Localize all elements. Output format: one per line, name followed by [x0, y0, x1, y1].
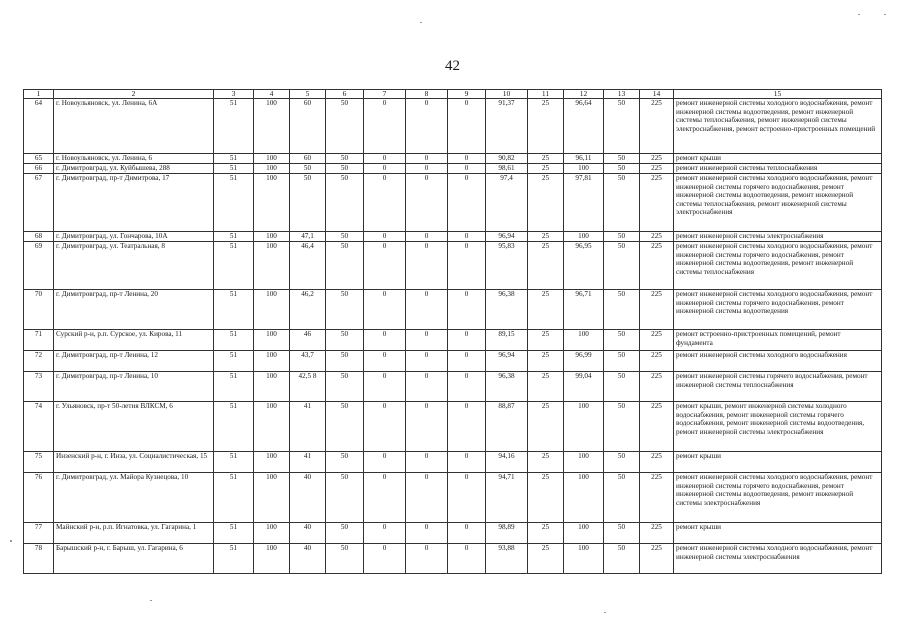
value-col-11: 25 — [528, 330, 564, 351]
works-cell: ремонт инженерной системы холодного водоснабжения, ремонт инженерной системы горячего водоснабжения, ремонт инженерной системы водоотведения, ремонт инженерной системы электроснабжения — [674, 473, 882, 523]
value-col-11: 25 — [528, 452, 564, 473]
value-col-3: 51 — [214, 154, 254, 164]
value-col-9: 0 — [448, 242, 486, 290]
value-col-9: 0 — [448, 99, 486, 154]
value-col-7: 0 — [364, 99, 406, 154]
scan-speck — [10, 540, 12, 542]
value-col-12: 97,81 — [564, 174, 604, 232]
value-col-7: 0 — [364, 351, 406, 372]
value-col-6: 50 — [326, 473, 364, 523]
value-col-14: 225 — [640, 372, 674, 402]
value-col-6: 50 — [326, 544, 364, 574]
works-cell: ремонт крыши — [674, 154, 882, 164]
value-col-5: 50 — [290, 174, 326, 232]
address-cell: г. Ульяновск, пр-т 50-летия ВЛКСМ, 6 — [54, 402, 214, 452]
table-row — [24, 242, 882, 290]
value-col-4: 100 — [254, 242, 290, 290]
value-col-13: 50 — [604, 99, 640, 154]
works-cell: ремонт инженерной системы холодного водоснабжения — [674, 351, 882, 372]
table-row — [24, 99, 882, 154]
value-col-11: 25 — [528, 99, 564, 154]
value-col-10: 98,61 — [486, 164, 528, 174]
value-col-9: 0 — [448, 290, 486, 330]
row-number: 73 — [24, 372, 54, 402]
value-col-3: 51 — [214, 174, 254, 232]
value-col-7: 0 — [364, 523, 406, 544]
value-col-14: 225 — [640, 544, 674, 574]
address-cell: г. Димитровград, пр-т Димитрова, 17 — [54, 174, 214, 232]
value-col-8: 0 — [406, 330, 448, 351]
value-col-7: 0 — [364, 232, 406, 242]
value-col-11: 25 — [528, 232, 564, 242]
value-col-10: 93,88 — [486, 544, 528, 574]
value-col-5: 46,4 — [290, 242, 326, 290]
value-col-4: 100 — [254, 544, 290, 574]
value-col-6: 50 — [326, 232, 364, 242]
value-col-8: 0 — [406, 351, 448, 372]
value-col-9: 0 — [448, 523, 486, 544]
value-col-9: 0 — [448, 232, 486, 242]
value-col-10: 96,38 — [486, 290, 528, 330]
value-col-5: 46 — [290, 330, 326, 351]
column-header-2: 2 — [54, 90, 214, 99]
value-col-14: 225 — [640, 174, 674, 232]
table-row — [24, 232, 882, 242]
value-col-4: 100 — [254, 372, 290, 402]
value-col-12: 99,04 — [564, 372, 604, 402]
value-col-11: 25 — [528, 174, 564, 232]
address-cell: г. Димитровград, пр-т Ленина, 12 — [54, 351, 214, 372]
works-cell: ремонт встроенно-пристроенных помещений, ремонт фундамента — [674, 330, 882, 351]
table-row — [24, 290, 882, 330]
value-col-5: 60 — [290, 154, 326, 164]
value-col-3: 51 — [214, 523, 254, 544]
value-col-8: 0 — [406, 174, 448, 232]
value-col-11: 25 — [528, 290, 564, 330]
value-col-10: 97,4 — [486, 174, 528, 232]
works-cell: ремонт инженерной системы горячего водоснабжения, ремонт инженерной системы теплоснабжения — [674, 372, 882, 402]
table-row — [24, 164, 882, 174]
works-cell: ремонт инженерной системы теплоснабжения — [674, 164, 882, 174]
value-col-10: 89,15 — [486, 330, 528, 351]
value-col-13: 50 — [604, 290, 640, 330]
value-col-6: 50 — [326, 154, 364, 164]
column-header-13: 13 — [604, 90, 640, 99]
table-row — [24, 154, 882, 164]
value-col-5: 41 — [290, 452, 326, 473]
value-col-6: 50 — [326, 452, 364, 473]
value-col-11: 25 — [528, 473, 564, 523]
works-cell: ремонт инженерной системы холодного водоснабжения, ремонт инженерной системы электроснабжения — [674, 544, 882, 574]
column-header-12: 12 — [564, 90, 604, 99]
value-col-9: 0 — [448, 544, 486, 574]
value-col-9: 0 — [448, 402, 486, 452]
value-col-10: 90,82 — [486, 154, 528, 164]
value-col-9: 0 — [448, 372, 486, 402]
value-col-13: 50 — [604, 330, 640, 351]
table-row — [24, 330, 882, 351]
works-cell: ремонт инженерной системы холодного водоснабжения, ремонт инженерной системы горячего водоснабжения, ремонт инженерной системы водоотведения — [674, 290, 882, 330]
column-header-1: 1 — [24, 90, 54, 99]
address-cell: г. Новоульяновск, ул. Ленина, 6А — [54, 99, 214, 154]
value-col-3: 51 — [214, 473, 254, 523]
table-row — [24, 351, 882, 372]
value-col-10: 94,16 — [486, 452, 528, 473]
row-number: 64 — [24, 99, 54, 154]
value-col-12: 100 — [564, 523, 604, 544]
value-col-13: 50 — [604, 402, 640, 452]
value-col-4: 100 — [254, 330, 290, 351]
value-col-12: 96,64 — [564, 99, 604, 154]
value-col-4: 100 — [254, 174, 290, 232]
value-col-14: 225 — [640, 232, 674, 242]
works-cell: ремонт крыши — [674, 452, 882, 473]
value-col-7: 0 — [364, 290, 406, 330]
value-col-3: 51 — [214, 330, 254, 351]
value-col-8: 0 — [406, 544, 448, 574]
value-col-6: 50 — [326, 351, 364, 372]
value-col-14: 225 — [640, 452, 674, 473]
column-header-7: 7 — [364, 90, 406, 99]
value-col-13: 50 — [604, 372, 640, 402]
value-col-12: 96,95 — [564, 242, 604, 290]
value-col-7: 0 — [364, 154, 406, 164]
works-cell: ремонт инженерной системы холодного водоснабжения, ремонт инженерной системы горячего водоснабжения, ремонт инженерной системы водоотведения, ремонт инженерной системы теплоснабжения — [674, 242, 882, 290]
value-col-3: 51 — [214, 164, 254, 174]
value-col-7: 0 — [364, 544, 406, 574]
column-header-8: 8 — [406, 90, 448, 99]
row-number: 66 — [24, 164, 54, 174]
table-row — [24, 372, 882, 402]
value-col-13: 50 — [604, 544, 640, 574]
value-col-14: 225 — [640, 330, 674, 351]
value-col-13: 50 — [604, 523, 640, 544]
value-col-13: 50 — [604, 232, 640, 242]
address-cell: Майнский р-н, р.п. Игнатовка, ул. Гагарина, 1 — [54, 523, 214, 544]
value-col-7: 0 — [364, 452, 406, 473]
value-col-8: 0 — [406, 372, 448, 402]
address-cell: г. Димитровград, ул. Гончарова, 10А — [54, 232, 214, 242]
value-col-9: 0 — [448, 351, 486, 372]
value-col-12: 96,11 — [564, 154, 604, 164]
value-col-6: 50 — [326, 402, 364, 452]
address-cell: Инзенский р-н, г. Инза, ул. Социалистическая, 15 — [54, 452, 214, 473]
scan-speck — [150, 600, 152, 601]
column-header-14: 14 — [640, 90, 674, 99]
value-col-12: 100 — [564, 164, 604, 174]
value-col-12: 100 — [564, 473, 604, 523]
value-col-9: 0 — [448, 174, 486, 232]
value-col-8: 0 — [406, 452, 448, 473]
value-col-3: 51 — [214, 290, 254, 330]
value-col-11: 25 — [528, 242, 564, 290]
row-number: 71 — [24, 330, 54, 351]
value-col-4: 100 — [254, 154, 290, 164]
value-col-5: 50 — [290, 164, 326, 174]
value-col-12: 96,71 — [564, 290, 604, 330]
works-cell: ремонт инженерной системы холодного водоснабжения, ремонт инженерной системы водоотведения, ремонт инженерной системы теплоснабжения, ремонт инженерной системы электроснабжения, ремонт встроенно-пристроенных помещений — [674, 99, 882, 154]
value-col-5: 41 — [290, 402, 326, 452]
value-col-7: 0 — [364, 164, 406, 174]
works-cell: ремонт крыши — [674, 523, 882, 544]
value-col-8: 0 — [406, 473, 448, 523]
value-col-6: 50 — [326, 523, 364, 544]
value-col-6: 50 — [326, 174, 364, 232]
column-header-5: 5 — [290, 90, 326, 99]
value-col-5: 60 — [290, 99, 326, 154]
value-col-3: 51 — [214, 452, 254, 473]
works-cell: ремонт инженерной системы электроснабжения — [674, 232, 882, 242]
value-col-12: 100 — [564, 232, 604, 242]
column-header-10: 10 — [486, 90, 528, 99]
value-col-11: 25 — [528, 544, 564, 574]
column-number-row — [24, 90, 882, 99]
column-header-15: 15 — [674, 90, 882, 99]
value-col-11: 25 — [528, 372, 564, 402]
value-col-10: 96,38 — [486, 372, 528, 402]
address-cell: г. Димитровград, ул. Куйбышева, 288 — [54, 164, 214, 174]
value-col-12: 96,99 — [564, 351, 604, 372]
value-col-5: 40 — [290, 473, 326, 523]
value-col-13: 50 — [604, 452, 640, 473]
scan-speck — [604, 612, 606, 613]
value-col-7: 0 — [364, 242, 406, 290]
value-col-14: 225 — [640, 523, 674, 544]
value-col-7: 0 — [364, 402, 406, 452]
row-number: 67 — [24, 174, 54, 232]
value-col-6: 50 — [326, 164, 364, 174]
value-col-8: 0 — [406, 242, 448, 290]
value-col-14: 225 — [640, 164, 674, 174]
table-row — [24, 174, 882, 232]
value-col-5: 46,2 — [290, 290, 326, 330]
row-number: 76 — [24, 473, 54, 523]
row-number: 78 — [24, 544, 54, 574]
value-col-10: 98,89 — [486, 523, 528, 544]
row-number: 68 — [24, 232, 54, 242]
value-col-8: 0 — [406, 232, 448, 242]
address-cell: г. Димитровград, ул. Майора Кузнецова, 10 — [54, 473, 214, 523]
works-cell: ремонт инженерной системы холодного водоснабжения, ремонт инженерной системы горячего водоснабжения, ремонт инженерной системы водоотведения, ремонт инженерной системы теплоснабжения, ремонт инженерной системы электроснабжения — [674, 174, 882, 232]
value-col-9: 0 — [448, 473, 486, 523]
value-col-4: 100 — [254, 473, 290, 523]
value-col-14: 225 — [640, 242, 674, 290]
value-col-5: 40 — [290, 523, 326, 544]
row-number: 65 — [24, 154, 54, 164]
value-col-4: 100 — [254, 351, 290, 372]
value-col-8: 0 — [406, 154, 448, 164]
value-col-6: 50 — [326, 99, 364, 154]
page-number: 42 — [445, 58, 460, 74]
value-col-12: 100 — [564, 330, 604, 351]
value-col-11: 25 — [528, 402, 564, 452]
value-col-10: 96,94 — [486, 232, 528, 242]
address-cell: г. Димитровград, пр-т Ленина, 20 — [54, 290, 214, 330]
value-col-10: 88,87 — [486, 402, 528, 452]
value-col-14: 225 — [640, 290, 674, 330]
row-number: 70 — [24, 290, 54, 330]
table-row — [24, 544, 882, 574]
table-row — [24, 402, 882, 452]
row-number: 72 — [24, 351, 54, 372]
row-number: 69 — [24, 242, 54, 290]
value-col-4: 100 — [254, 523, 290, 544]
value-col-14: 225 — [640, 154, 674, 164]
address-cell: Сурский р-н, р.п. Сурское, ул. Кирова, 11 — [54, 330, 214, 351]
row-number: 77 — [24, 523, 54, 544]
value-col-7: 0 — [364, 372, 406, 402]
value-col-13: 50 — [604, 174, 640, 232]
value-col-14: 225 — [640, 473, 674, 523]
value-col-4: 100 — [254, 232, 290, 242]
value-col-5: 42,5 8 — [290, 372, 326, 402]
value-col-3: 51 — [214, 544, 254, 574]
value-col-11: 25 — [528, 154, 564, 164]
value-col-9: 0 — [448, 452, 486, 473]
value-col-13: 50 — [604, 154, 640, 164]
row-number: 75 — [24, 452, 54, 473]
value-col-9: 0 — [448, 330, 486, 351]
value-col-10: 95,83 — [486, 242, 528, 290]
value-col-4: 100 — [254, 99, 290, 154]
value-col-13: 50 — [604, 473, 640, 523]
value-col-8: 0 — [406, 402, 448, 452]
repair-registry-table — [23, 89, 882, 574]
value-col-8: 0 — [406, 290, 448, 330]
value-col-10: 91,37 — [486, 99, 528, 154]
value-col-6: 50 — [326, 242, 364, 290]
value-col-3: 51 — [214, 372, 254, 402]
value-col-11: 25 — [528, 523, 564, 544]
value-col-5: 47,1 — [290, 232, 326, 242]
value-col-5: 43,7 — [290, 351, 326, 372]
value-col-7: 0 — [364, 473, 406, 523]
value-col-12: 100 — [564, 402, 604, 452]
column-header-11: 11 — [528, 90, 564, 99]
column-header-9: 9 — [448, 90, 486, 99]
value-col-11: 25 — [528, 164, 564, 174]
value-col-3: 51 — [214, 232, 254, 242]
value-col-10: 94,71 — [486, 473, 528, 523]
value-col-9: 0 — [448, 164, 486, 174]
value-col-9: 0 — [448, 154, 486, 164]
value-col-10: 96,94 — [486, 351, 528, 372]
scan-speck — [858, 14, 860, 15]
value-col-7: 0 — [364, 174, 406, 232]
value-col-13: 50 — [604, 242, 640, 290]
column-header-4: 4 — [254, 90, 290, 99]
table-row — [24, 452, 882, 473]
value-col-11: 25 — [528, 351, 564, 372]
value-col-8: 0 — [406, 99, 448, 154]
value-col-5: 40 — [290, 544, 326, 574]
value-col-3: 51 — [214, 99, 254, 154]
value-col-12: 100 — [564, 452, 604, 473]
value-col-13: 50 — [604, 164, 640, 174]
value-col-6: 50 — [326, 372, 364, 402]
value-col-3: 51 — [214, 402, 254, 452]
works-cell: ремонт крыши, ремонт инженерной системы холодного водоснабжения, ремонт инженерной системы горячего водоснабжения, ремонт инженерной системы водоотведения, ремонт инженерной системы электроснабжения — [674, 402, 882, 452]
address-cell: г. Димитровград, пр-т Ленина, 10 — [54, 372, 214, 402]
value-col-8: 0 — [406, 164, 448, 174]
address-cell: г. Димитровград, ул. Театральная, 8 — [54, 242, 214, 290]
value-col-14: 225 — [640, 402, 674, 452]
scan-speck — [884, 14, 886, 15]
value-col-6: 50 — [326, 330, 364, 351]
value-col-3: 51 — [214, 351, 254, 372]
value-col-3: 51 — [214, 242, 254, 290]
value-col-12: 100 — [564, 544, 604, 574]
value-col-4: 100 — [254, 402, 290, 452]
address-cell: г. Новоульяновск, ул. Ленина, 6 — [54, 154, 214, 164]
value-col-13: 50 — [604, 351, 640, 372]
row-number: 74 — [24, 402, 54, 452]
table-row — [24, 473, 882, 523]
table-body — [24, 99, 882, 574]
column-header-3: 3 — [214, 90, 254, 99]
column-header-6: 6 — [326, 90, 364, 99]
value-col-6: 50 — [326, 290, 364, 330]
value-col-4: 100 — [254, 164, 290, 174]
value-col-4: 100 — [254, 290, 290, 330]
value-col-14: 225 — [640, 351, 674, 372]
value-col-7: 0 — [364, 330, 406, 351]
value-col-4: 100 — [254, 452, 290, 473]
value-col-8: 0 — [406, 523, 448, 544]
value-col-14: 225 — [640, 99, 674, 154]
scan-speck — [420, 22, 422, 23]
address-cell: Барышский р-н, г. Барыш, ул. Гагарина, 6 — [54, 544, 214, 574]
table-row — [24, 523, 882, 544]
